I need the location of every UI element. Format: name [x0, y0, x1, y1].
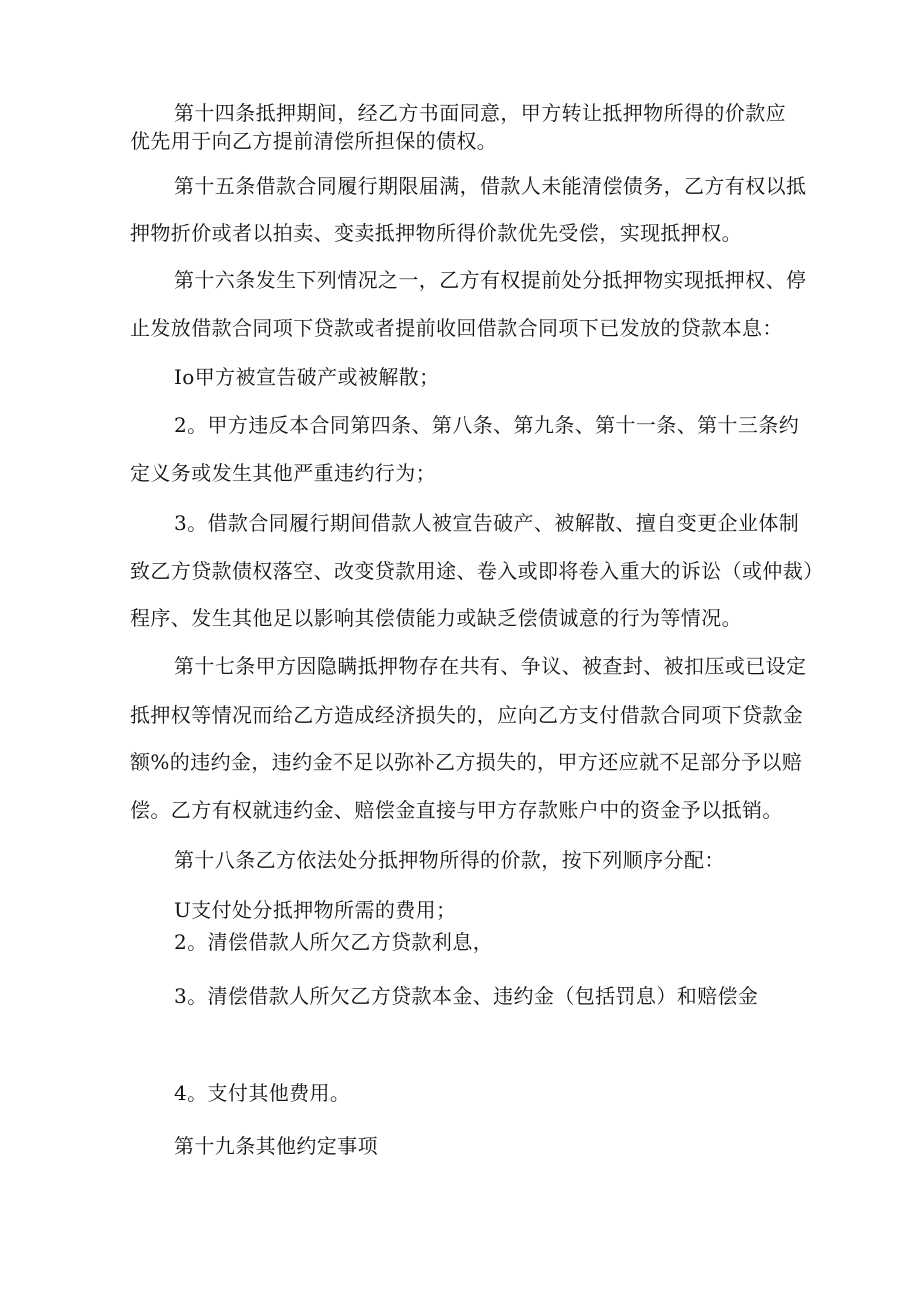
paragraph-line: 押物折价或者以拍卖、变卖抵押物所得价款优先受偿，实现抵押权。 [130, 221, 742, 245]
paragraph-line: 第十七条甲方因隐瞒抵押物存在共有、争议、被查封、被扣压或已设定 [174, 654, 807, 678]
paragraph-line: 3。清偿借款人所欠乙方贷款本金、违约金（包括罚息）和赔偿金 [174, 984, 759, 1008]
paragraph-line: 4。支付其他费用。 [174, 1081, 351, 1105]
paragraph-line: U支付处分抵押物所需的费用； [174, 898, 457, 922]
paragraph-line: 抵押权等情况而给乙方造成经济损失的，应向乙方支付借款合同项下贷款金 [130, 703, 804, 727]
paragraph-line: 致乙方贷款债权落空、改变贷款用途、卷入或即将卷入重大的诉讼（或仲裁） [130, 559, 824, 583]
paragraph-line: 止发放借款合同项下贷款或者提前收回借款合同项下已发放的贷款本息： [130, 316, 783, 340]
paragraph-line: 2。清偿借款人所欠乙方贷款利息， [174, 930, 494, 954]
paragraph-line: 定义务或发生其他严重违约行为； [130, 461, 436, 485]
paragraph-line: 程序、发生其他足以影响其偿债能力或缺乏偿债诚意的行为等情况。 [130, 606, 742, 630]
paragraph-line: 第十六条发生下列情况之一，乙方有权提前处分抵押物实现抵押权、停 [174, 268, 807, 292]
paragraph-line: 额%的违约金，违约金不足以弥补乙方损失的，甲方还应就不足部分予以赔 [130, 750, 803, 774]
paragraph-line: 优先用于向乙方提前清偿所担保的债权。 [130, 129, 498, 153]
paragraph-line: 3。借款合同履行期间借款人被宣告破产、被解散、擅自变更企业体制 [174, 511, 800, 535]
paragraph-line: 第十九条其他约定事项 [174, 1134, 378, 1158]
paragraph-line: Io甲方被宣告破产或被解散； [174, 365, 440, 389]
paragraph-line: 偿。乙方有权就违约金、赔偿金直接与甲方存款账户中的资金予以抵销。 [130, 798, 783, 822]
paragraph-line: 第十五条借款合同履行期限届满，借款人未能清偿债务，乙方有权以抵 [174, 174, 807, 198]
paragraph-line: 2。甲方违反本合同第四条、第八条、第九条、第十一条、第十三条约 [174, 413, 800, 437]
paragraph-line: 第十八条乙方依法处分抵押物所得的价款，按下列顺序分配： [174, 848, 725, 872]
paragraph-line: 第十四条抵押期间，经乙方书面同意，甲方转让抵押物所得的价款应 [174, 101, 786, 125]
